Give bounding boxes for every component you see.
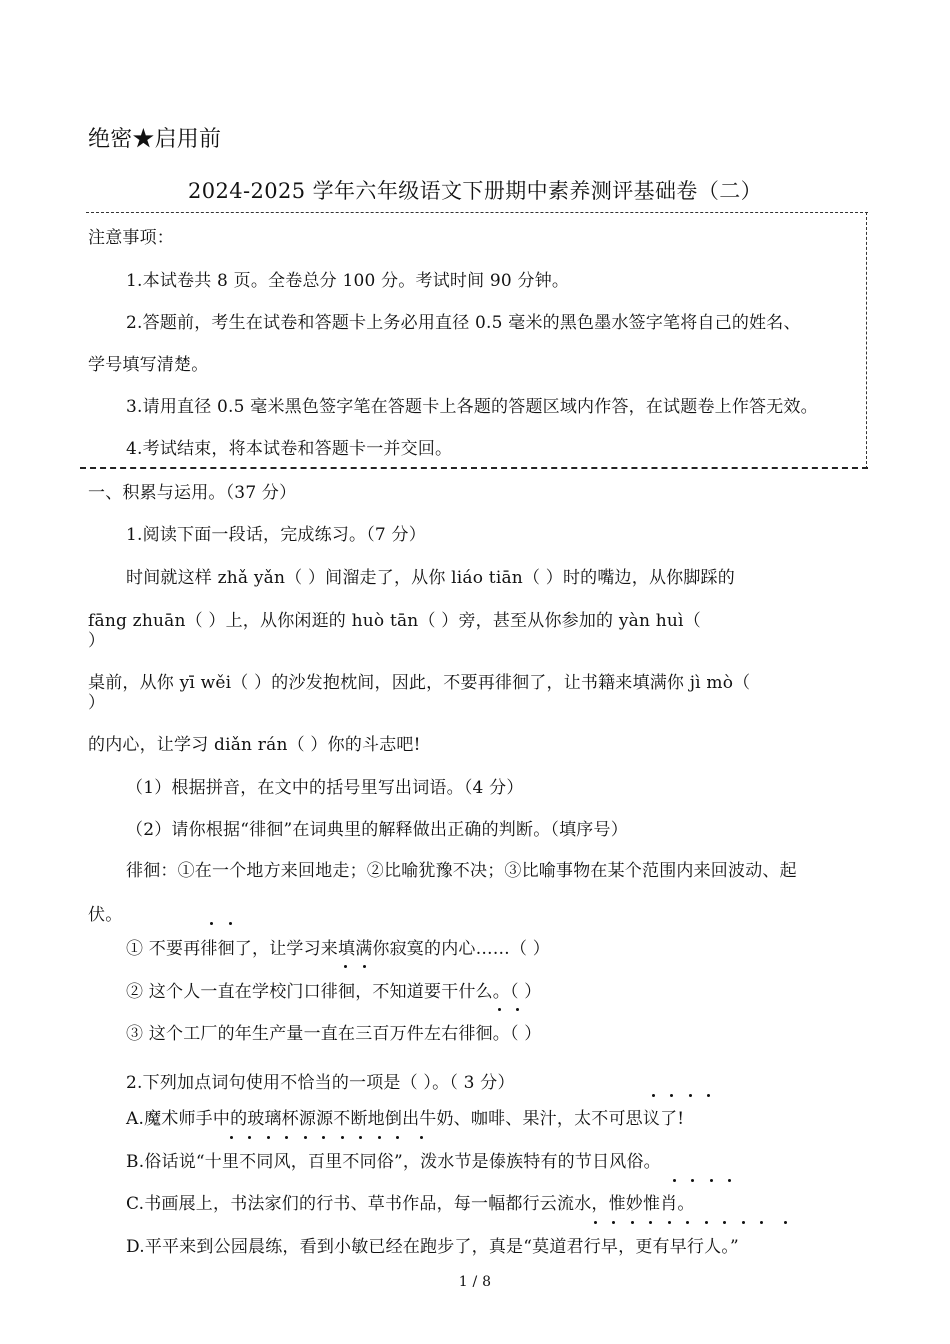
notice-heading: 注意事项：	[88, 228, 174, 248]
notice-item-2: 2.答题前，考生在试卷和答题卡上务必用直径 0.5 毫米的黑色墨水签字笔将自己的姓名、	[126, 313, 801, 333]
passage-line-1: 时间就这样 zhǎ yǎn（ ）间溜走了，从你 liáo tiān（ ）时的嘴边，从你脚踩的	[126, 568, 735, 588]
emphasis-dot	[344, 965, 347, 968]
emphasis-dot	[673, 1179, 676, 1182]
emphasis-dot	[378, 1136, 381, 1139]
emphasis-dot	[420, 1136, 423, 1139]
section-heading: 一、积累与运用。（37 分）	[88, 483, 297, 503]
emphasis-dot	[363, 965, 366, 968]
notice-box-top-border	[86, 212, 868, 213]
emphasis-dot	[267, 1136, 270, 1139]
sentence-2: ② 这个人一直在学校门口徘徊，不知道要干什么。（ ）	[126, 982, 542, 1002]
exam-title: 2024-2025 学年六年级语文下册期中素养测评基础卷（二）	[187, 179, 763, 203]
notice-item-1: 1.本试卷共 8 页。全卷总分 100 分。考试时间 90 分钟。	[126, 271, 570, 291]
sentence-3: ③ 这个工厂的年生产量一直在三百万件左右徘徊。（ ）	[126, 1024, 542, 1044]
option-d: D.平平来到公园晨练，看到小敏已经在跑步了，真是“莫道君行早，更有早行人。”	[126, 1237, 739, 1257]
sentence-1: ① 不要再徘徊了，让学习来填满你寂寞的内心……（ ）	[126, 939, 551, 959]
emphasis-dot	[728, 1179, 731, 1182]
emphasis-dot	[498, 1008, 501, 1011]
emphasis-dot	[631, 1221, 634, 1224]
sub-question-1: （1）根据拼音，在文中的括号里写出词语。（4 分）	[126, 778, 524, 798]
notice-item-2-cont: 学号填写清楚。	[88, 355, 209, 375]
passage-line-2-bracket: ）	[88, 631, 106, 651]
emphasis-dot	[341, 1136, 344, 1139]
emphasis-dot	[705, 1221, 708, 1224]
question-2-prompt: 2.下列加点词句使用不恰当的一项是（ ）。（ 3 分）	[126, 1073, 515, 1093]
emphasis-dot	[652, 1094, 655, 1097]
emphasis-dot	[686, 1221, 689, 1224]
emphasis-dot	[723, 1221, 726, 1224]
emphasis-dot	[516, 1008, 519, 1011]
passage-line-2: fāng zhuān（ ）上，从你闲逛的 huò tān（ ）旁，甚至从你参加的 yàn huì（	[88, 611, 701, 631]
sub-question-2: （2）请你根据“徘徊”在词典里的解释做出正确的判断。（填序号）	[126, 820, 628, 840]
emphasis-dot	[710, 1179, 713, 1182]
emphasis-dot	[248, 1136, 251, 1139]
emphasis-dot	[396, 1136, 399, 1139]
page-number: 1 / 8	[458, 1274, 492, 1290]
notice-box-right-border	[866, 212, 867, 469]
emphasis-dot	[707, 1094, 710, 1097]
emphasis-dot	[322, 1136, 325, 1139]
emphasis-dot	[210, 922, 213, 925]
passage-line-3-bracket: ）	[88, 693, 106, 713]
notice-box-bottom-border	[80, 467, 868, 469]
notice-item-3: 3.请用直径 0.5 毫米黑色签字笔在答题卡上各题的答题区域内作答，在试题卷上作答无效。	[126, 397, 818, 417]
emphasis-dot	[784, 1221, 787, 1224]
notice-item-4: 4.考试结束，将本试卷和答题卡一并交回。	[126, 439, 453, 459]
option-a: A.魔术师手中的玻璃杯源源不断地倒出牛奶、咖啡、果汁，太不可思议了!	[126, 1109, 685, 1129]
emphasis-dot	[359, 1136, 362, 1139]
emphasis-dot	[760, 1221, 763, 1224]
emphasis-dot	[691, 1179, 694, 1182]
emphasis-dot	[304, 1136, 307, 1139]
confidential-label: 绝密★启用前	[88, 127, 222, 152]
emphasis-dot	[230, 1136, 233, 1139]
emphasis-dot	[285, 1136, 288, 1139]
option-b: B.俗话说“十里不同风，百里不同俗”，泼水节是傣族特有的节日风俗。	[126, 1152, 661, 1172]
emphasis-dot	[670, 1094, 673, 1097]
question-1-prompt: 1.阅读下面一段话，完成练习。（7 分）	[126, 525, 426, 545]
emphasis-dot	[649, 1221, 652, 1224]
option-c: C.书画展上，书法家们的行书、草书作品，每一幅都行云流水，惟妙惟肖。	[126, 1194, 695, 1214]
definition-line-2: 伏。	[88, 905, 123, 925]
passage-line-4: 的内心，让学习 diǎn rán（ ）你的斗志吧!	[88, 735, 421, 755]
emphasis-dot	[668, 1221, 671, 1224]
emphasis-dot	[594, 1221, 597, 1224]
emphasis-dot	[612, 1221, 615, 1224]
passage-line-3: 桌前，从你 yī wěi（ ）的沙发抱枕间，因此，不要再徘徊了，让书籍来填满你 jì mò（	[88, 673, 751, 693]
emphasis-dot	[229, 922, 232, 925]
emphasis-dot	[742, 1221, 745, 1224]
definition-line-1: 徘徊：①在一个地方来回地走；②比喻犹豫不决；③比喻事物在某个范围内来回波动、起	[126, 861, 797, 881]
emphasis-dot	[689, 1094, 692, 1097]
